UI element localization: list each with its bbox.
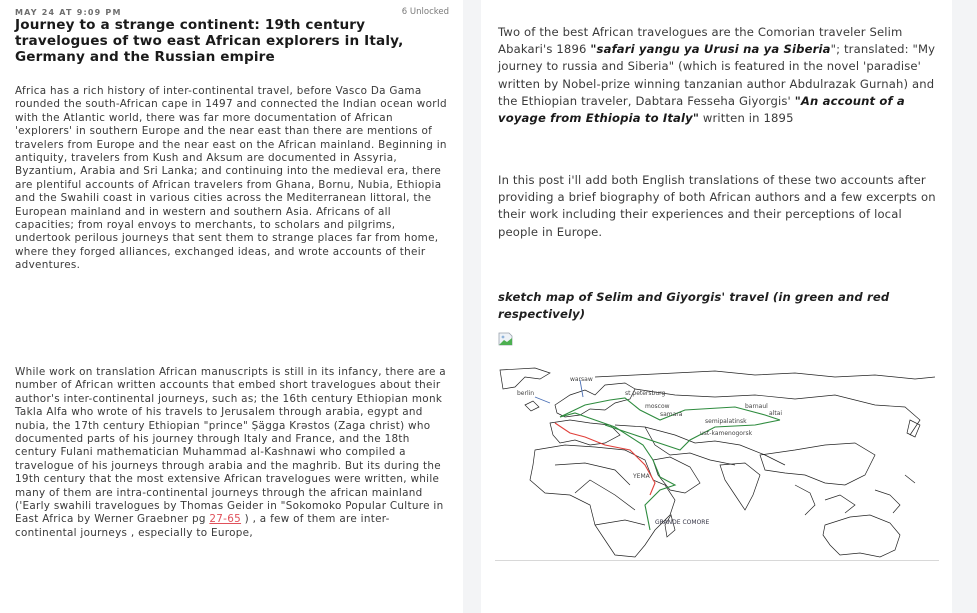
- second-paragraph-tail: ) , a few of them are inter-continental journeys , especially to Europe,: [15, 513, 390, 539]
- page-reference-link[interactable]: 27-65: [209, 513, 242, 526]
- map-label-altai: altai: [769, 410, 783, 417]
- text-segment: Two of the best African travelogues are the Comorian traveler Selim Abakari's 1896: [498, 25, 903, 57]
- map-label-barnaul: barnaul: [745, 403, 768, 410]
- map-label-moscow: moscow: [645, 403, 670, 410]
- map-caption: sketch map of Selim and Giyorgis' travel (in green and red respectively): [498, 290, 890, 322]
- map-label-samara: samara: [660, 411, 683, 418]
- unlocked-count: 6 Unlocked: [401, 7, 449, 17]
- travelogues-paragraph: [498, 24, 938, 127]
- selim-title: "safari yangu ya Urusi na ya Siberia: [590, 42, 831, 57]
- text-segment: "; translated: "My journey to russia and Siberia" (which is featured in the novel 'paradise' written by Nobel-prize winning tanzanian author Abdulrazak Gurnah) and the Ethiopian traveler, Dabtara Fesseha Giyorgis': [498, 42, 936, 108]
- post-title[interactable]: Journey to a strange continent: 19th century travelogues of two east African explorers in Italy, Germany and the Russian empire: [15, 17, 404, 66]
- map-label-semipalatinsk: semipalatinsk: [705, 418, 747, 425]
- post-date: MAY 24 AT 9:09 PM: [15, 7, 122, 17]
- broken-image-icon[interactable]: [498, 331, 514, 345]
- second-paragraph-text: While work on translation African manuscripts is still in its infancy, there are a number of African written accounts that embed short travelogues about their author's inter-continental journeys, such as; the 16th century Ethiopian monk Takla Alfa who wrote of his travels to Jerusalem through arabia, egypt and nubia, the 17th century Ethiopian "prince" Ṣägga Krǝstos (Zaga christ) who documented parts of his journey through Italy and France, and the 18th century Fulani mathematician Muhammad al-Kashnawi who compiled a travelogue of his journeys through arabia and the maghrib. But its during the 19th century that the most extensive African travelogues were written, while many of them are intra-continental journeys through the african mainland ('Early swahili travelogues by Thomas Geider in "Sokomoko Popular Culture in East Africa by Werner Graebner pg: [15, 366, 446, 526]
- post-meta-row: [15, 7, 449, 17]
- giyorgis-title: "An account of a voyage from Ethiopia to Italy": [498, 93, 905, 126]
- map-label-berlin: berlin: [517, 390, 535, 397]
- map-label-grande-comore: GRANDE COMORE: [655, 519, 710, 526]
- post-plan-paragraph: In this post i'll add both English translations of these two accounts after providing a brief biography of both African authors and a few excerpts on their work including their experiences and their perceptions of local people in Europe.: [498, 173, 936, 239]
- map-label-warsaw: warsaw: [570, 376, 593, 383]
- map-label-ust-kamenogorsk: ust-kamenogorsk: [700, 430, 753, 437]
- map-label-yemen: YEMA: [633, 473, 650, 480]
- map-divider: [495, 560, 939, 561]
- intro-paragraph: Africa has a rich history of inter-continental travel, before Vasco Da Gama rounded the south-African cape in 1497 and connected the Indian ocean world with the Atlantic world, there was far more documentation of African 'explorers' in southern Europe and the near east than there are mentions of travelers from Europe and the near east on the African mainland. Beginning in antiquity, travelers from Kush and Aksum are documented in Assyria, Byzantium, Arabia and Sri Lanka; and continuing into the medieval era, there are plentiful accounts of African travelers from Ghana, Bornu, Nubia, Ethiopia and the Swahili coast in various cities across the Mediterranean littoral, the European mainland and in western and southern Asia. Africans of all capacities; from royal envoys to merchants, to scholars and pilgrims, undertook perilous journeys that sent them to strange places far from home, where they forged alliances, exchanged ideas, and wrote accounts of their adventures.: [15, 85, 447, 272]
- post-preview-panel: [0, 0, 463, 613]
- text-segment: written in 1895: [699, 111, 794, 126]
- article-body-panel: [481, 0, 952, 613]
- second-paragraph: [15, 366, 447, 540]
- travel-sketch-map: [495, 365, 939, 561]
- map-label-st-petersburg: st petersburg: [625, 390, 666, 397]
